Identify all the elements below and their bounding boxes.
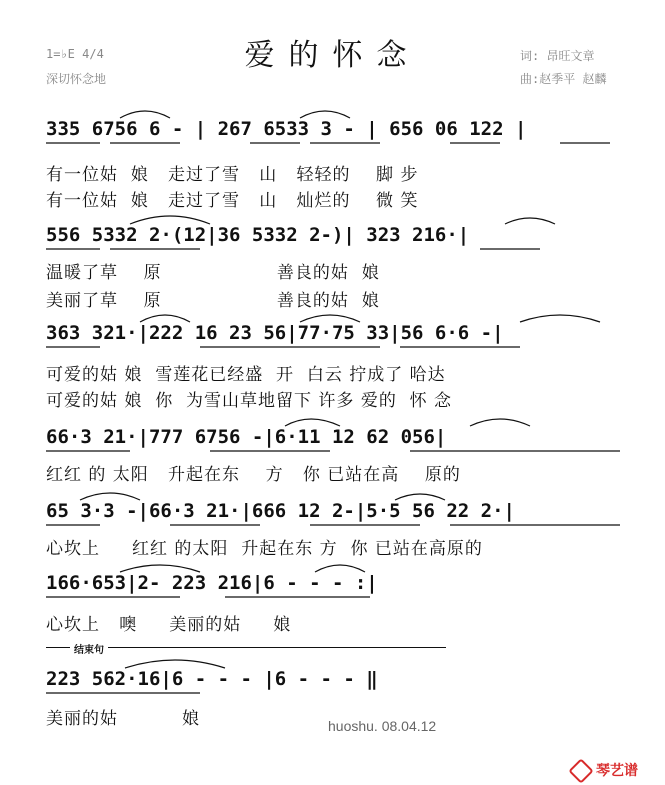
lyric-line-3a: 可爱的姑 娘 雪莲花已经盛 开 白云 拧成了 哈达 — [46, 365, 446, 385]
slur-3 — [130, 216, 210, 224]
lyricist: 词: 昂旺文章 — [520, 49, 595, 63]
song-title: 爱的怀念 — [244, 38, 421, 73]
slur-13 — [315, 565, 365, 572]
lyric-line-3b: 可爱的姑 娘 你 为雪山草地留下 许多 爱的 怀 念 — [46, 391, 453, 411]
key-signature: 1=♭E 4/4 — [46, 47, 104, 61]
notation-line-5: 65 3·3 -|66·3 21·|666 12 2-|5·5 56 22 2·| — [46, 500, 515, 522]
slur-5 — [140, 315, 190, 322]
slur-9 — [470, 419, 530, 426]
slur-11 — [395, 494, 445, 500]
notation-line-3: 363 321·|222 16 23 56|77·75 33|56 6·6 -| — [46, 322, 504, 344]
slur-14 — [125, 660, 225, 668]
slur-8 — [285, 419, 340, 426]
lyric-line-2a: 温暖了草 原 善良的姑 娘 — [46, 263, 380, 283]
slur-2 — [300, 111, 350, 118]
lyric-line-2b: 美丽了草 原 善良的姑 娘 — [46, 291, 380, 311]
notation-line-7: 223 562·16|6 - - - |6 - - - ‖ — [46, 668, 378, 690]
slur-4 — [505, 218, 555, 224]
notation-line-6: 166·653|2- 223 216|6 - - - :| — [46, 572, 378, 594]
slur-7 — [520, 315, 600, 322]
site-logo — [572, 760, 638, 780]
composer: 曲:赵季平 赵麟 — [520, 72, 607, 86]
lyric-line-1b: 有一位姑 娘 走过了雪 山 灿烂的 微 笑 — [46, 191, 419, 211]
slur-1 — [120, 111, 170, 118]
slur-6 — [300, 315, 360, 322]
ending-label: 结束句 — [70, 641, 108, 656]
expression-mark: 深切怀念地 — [46, 72, 107, 86]
logo-text: 琴艺谱 — [596, 763, 638, 779]
lyric-line-1a: 有一位姑 娘 走过了雪 山 轻轻的 脚 步 — [46, 165, 419, 185]
lyric-line-5: 心坎上 红红 的太阳 升起在东 方 你 已站在高原的 — [46, 539, 483, 559]
notation-line-2: 556 5332 2·(12|36 5332 2-)| 323 216·| — [46, 224, 470, 246]
lyric-line-4: 红红 的 太阳 升起在东 方 你 已站在高 原的 — [46, 465, 461, 485]
notation-line-4: 66·3 21·|777 6756 -|6·11 12 62 056| — [46, 426, 447, 448]
notation-line-1: 335 6756 6 - | 267 6533 3 - | 656 06 122 | — [46, 118, 527, 140]
slur-12 — [120, 565, 200, 572]
lyric-line-6: 心坎上 噢 美丽的姑 娘 — [46, 615, 292, 635]
logo-icon — [568, 758, 593, 783]
lyric-line-7: 美丽的姑 娘 — [46, 709, 201, 729]
slur-10 — [80, 493, 140, 500]
transcriber-credit: huoshu. 08.04.12 — [328, 718, 437, 734]
